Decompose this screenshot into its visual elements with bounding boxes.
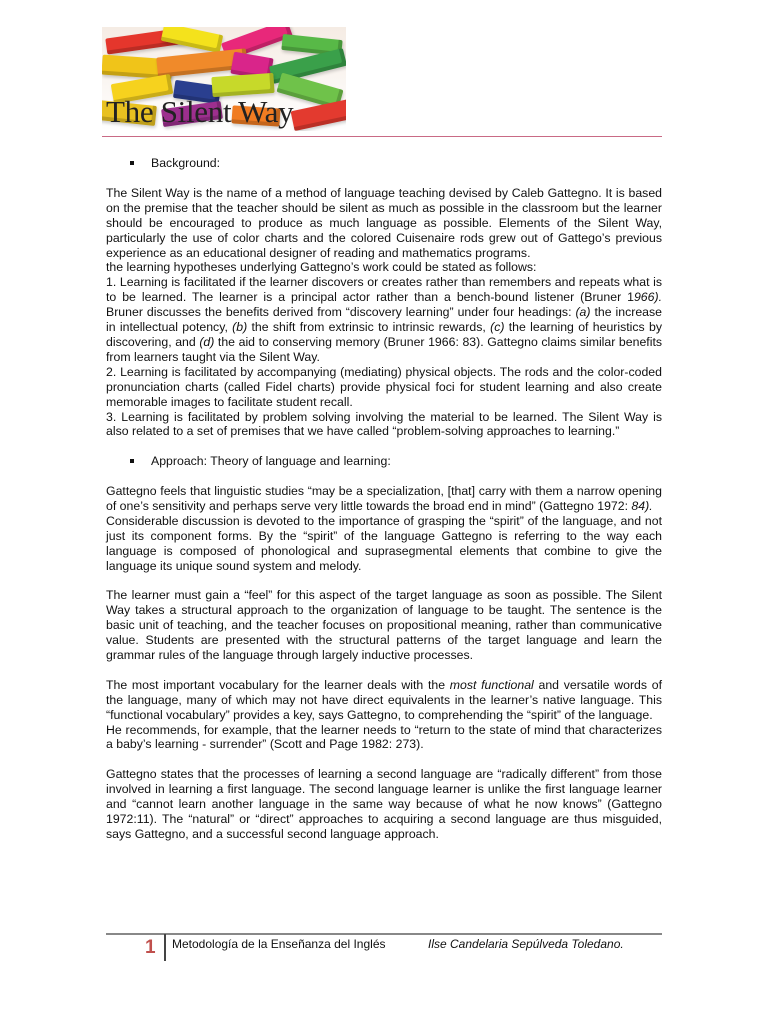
- text-span: 1. Learning is facilitated if the learner discovers or creates rather than remembers and repeats what is to be learned. The learner is a principal actor rather than a bench-bound listener (Bruner 1: [106, 275, 662, 305]
- paragraph-second-language-text: Gattegno states that the processes of learning a second language are “radically different” from those involved in learning a first language. The second language learner is unlike the first language learner and “cannot learn another language in the same way because of what he now knows” (Gattegno 1972:11). The “natural” or “direct” approaches to acquiring a second language are thus misguided, says Gattegno, and a successful second language approach.: [106, 767, 662, 841]
- paragraph-spirit: [106, 514, 662, 574]
- italic-span: 966).: [633, 290, 662, 305]
- paragraph-vocabulary: [106, 678, 662, 723]
- spacer: [106, 752, 662, 767]
- paragraph-hypotheses: [106, 260, 662, 275]
- paragraph-feel: [106, 588, 662, 663]
- section-heading-approach: Approach: Theory of language and learning:: [151, 454, 391, 469]
- italic-span: (b): [232, 320, 248, 335]
- text-span: The most important vocabulary for the learner deals with the: [106, 677, 450, 692]
- page-number: 1: [145, 937, 156, 958]
- italic-span: most functional: [449, 677, 534, 692]
- bullet-approach: [106, 454, 662, 469]
- spacer: [106, 574, 662, 589]
- paragraph-point-2: [106, 365, 662, 410]
- document-body: [106, 156, 662, 842]
- section-heading-background: Background:: [151, 156, 221, 170]
- title-divider: [102, 136, 662, 137]
- paragraph-linguistic-studies: [106, 484, 662, 514]
- footer-author-name: Ilse Candelaria Sepúlveda Toledano.: [428, 937, 624, 951]
- paragraph-point-3: [106, 410, 662, 440]
- spacer: [106, 663, 662, 678]
- text-span: Bruner discusses the benefits derived from “discovery learning” under four headings:: [106, 305, 576, 320]
- paragraph-point-1: [106, 275, 662, 364]
- paragraph-hypotheses-text: the learning hypotheses underlying Gattegno’s work could be stated as follows:: [106, 260, 537, 275]
- page-title: The Silent Way: [106, 94, 294, 129]
- paragraph-point-3-text: 3. Learning is facilitated by problem solving involving the material to be learned. The Silent Way is also related to a set of premises that we have called “problem-solving approaches to learning.”: [106, 409, 662, 439]
- italic-span: (c): [490, 320, 505, 335]
- paragraph-intro-text: The Silent Way is the name of a method of language teaching devised by Caleb Gattegno. It is based on the premise that the teacher should be silent as much as possible in the classroom but the learner should be encouraged to produce as much language as possible. Elements of the Silent Way, particularly the use of color charts and the colored Cuisenaire rods grew out of Gattego’s previous experience as an educational designer of reading and mathematics programs.: [106, 185, 662, 260]
- text-span: the increase in intellectual potency,: [106, 305, 662, 335]
- italic-span: 84).: [631, 499, 653, 514]
- paragraph-second-language: [106, 767, 662, 842]
- square-bullet-icon: [130, 161, 134, 165]
- square-bullet-icon: [130, 459, 134, 463]
- paragraph-spirit-text: Considerable discussion is devoted to the importance of grasping the “spirit” of the language, and not just its component forms. By the “spirit” of the language Gattegno is referring to the way each language is composed of phonological and suprasegmental elements that combine to give the language its unique sound system and melody.: [106, 513, 662, 573]
- footer-course-name: Metodología de la Enseñanza del Inglés: [172, 937, 386, 951]
- footer-rule: [106, 933, 662, 935]
- text-span: the learning of heuristics by discovering, and: [106, 320, 662, 349]
- text-span: Gattegno feels that linguistic studies “may be a specialization, [that] carry with them a narrow opening of one’s sensitivity and perhaps serve very little towards the broad end in mind” (Gattegno 1972:: [106, 484, 662, 514]
- text-span: and versatile words of the language, many of which may not have direct equivalents in the learner’s native language. This “functional vocabulary” provides a key, says Gattegno, to comprehending the “spirit” of the language.: [106, 677, 662, 722]
- paragraph-intro: [106, 186, 662, 261]
- paragraph-feel-text: The learner must gain a “feel” for this aspect of the target language as soon as possible. The Silent Way takes a structural approach to the organization of language to be taught. The sentence is the basic unit of teaching, and the teacher focuses on propositional meaning, rather than communicative value. Students are presented with the structural patterns of the target language and learn the grammar rules of the language through largely inductive processes.: [106, 588, 662, 663]
- italic-span: (a): [575, 305, 591, 320]
- paragraph-recommends-text: He recommends, for example, that the learner needs to “return to the state of mind that characterizes a baby’s learning - surrender” (Scott and Page 1982: 273).: [106, 722, 662, 752]
- paragraph-recommends: [106, 723, 662, 753]
- footer-divider: [164, 934, 166, 961]
- italic-span: (d): [199, 334, 215, 349]
- paragraph-point-2-text: 2. Learning is facilitated by accompanying (mediating) physical objects. The rods and the color-coded pronunciation charts (called Fidel charts) provide physical foci for student learning and also create memorable images to facilitate student recall.: [106, 364, 662, 409]
- text-span: the shift from extrinsic to intrinsic rewards,: [247, 320, 491, 335]
- bullet-background: [106, 156, 662, 171]
- spacer: [106, 439, 662, 454]
- text-span: the aid to conserving memory (Bruner 1966: 83). Gattegno claims similar benefits from learners taught via the Silent Way.: [106, 334, 663, 364]
